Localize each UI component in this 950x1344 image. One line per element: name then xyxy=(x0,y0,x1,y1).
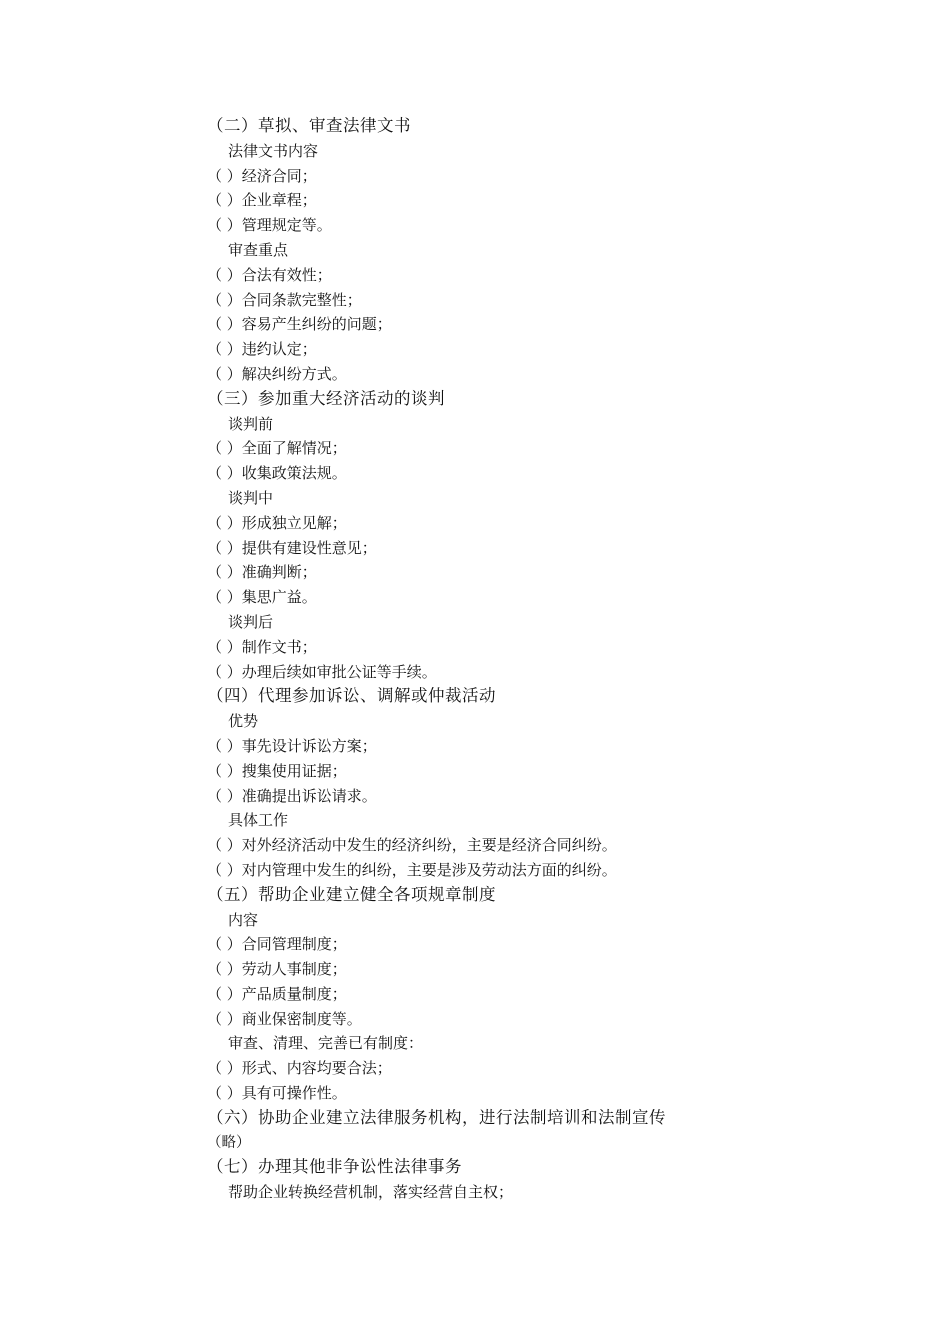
subheading: 谈判前 xyxy=(228,414,274,433)
subheading: 谈判后 xyxy=(228,612,274,631)
section-heading: （五）帮助企业建立健全各项规章制度 xyxy=(207,884,496,904)
list-item: （ ）搜集使用证据； xyxy=(207,761,347,780)
section-heading: （六）协助企业建立法律服务机构，进行法制培训和法制宣传 xyxy=(207,1107,666,1127)
list-item: （ ）劳动人事制度； xyxy=(207,960,347,979)
list-item: （ ）对外经济活动中发生的经济纠纷，主要是经济合同纠纷。 xyxy=(207,836,617,855)
document-body xyxy=(207,114,927,1205)
list-item: （ ）合同管理制度； xyxy=(207,935,347,954)
list-item: （ ）解决纠纷方式。 xyxy=(207,364,347,383)
section-heading: （四）代理参加诉讼、调解或仲裁活动 xyxy=(207,686,496,706)
list-item: （ ）容易产生纠纷的问题； xyxy=(207,315,392,334)
list-item: （ ）形成独立见解； xyxy=(207,513,347,532)
list-item: （ ）对内管理中发生的纠纷，主要是涉及劳动法方面的纠纷。 xyxy=(207,860,617,879)
list-item: （ ）办理后续如审批公证等手续。 xyxy=(207,662,437,681)
subheading: 帮助企业转换经营机制，落实经营自主权； xyxy=(228,1183,514,1202)
section-heading: （三）参加重大经济活动的谈判 xyxy=(207,388,445,408)
list-item: （ ）企业章程； xyxy=(207,191,317,210)
list-item: （ ）具有可操作性。 xyxy=(207,1084,347,1103)
subheading: 审查重点 xyxy=(228,240,289,259)
section-heading: （七）办理其他非争讼性法律事务 xyxy=(207,1157,462,1177)
list-item: （ ）准确提出诉讼请求。 xyxy=(207,786,377,805)
list-item: （ ）合同条款完整性； xyxy=(207,290,362,309)
list-item: （ ）提供有建设性意见； xyxy=(207,538,377,557)
list-item: （ ）合法有效性； xyxy=(207,265,332,284)
list-item: （ ）准确判断； xyxy=(207,563,317,582)
list-item: （ ）商业保密制度等。 xyxy=(207,1009,362,1028)
list-item: （ ）违约认定； xyxy=(207,340,317,359)
note-text: （略） xyxy=(207,1134,251,1151)
list-item: （ ）形式、内容均要合法； xyxy=(207,1059,392,1078)
subheading: 法律文书内容 xyxy=(228,141,319,160)
list-item: （ ）集思广益。 xyxy=(207,588,317,607)
list-item: （ ）事先设计诉讼方案； xyxy=(207,736,377,755)
subheading: 具体工作 xyxy=(228,811,289,830)
subheading: 内容 xyxy=(228,910,259,929)
list-item: （ ）产品质量制度； xyxy=(207,984,347,1003)
subheading: 审查、清理、完善已有制度： xyxy=(228,1034,424,1053)
subheading: 谈判中 xyxy=(228,488,274,507)
list-item: （ ）管理规定等。 xyxy=(207,216,332,235)
list-item: （ ）制作文书； xyxy=(207,637,317,656)
subheading: 优势 xyxy=(228,712,259,731)
list-item: （ ）收集政策法规。 xyxy=(207,464,347,483)
list-item: （ ）经济合同； xyxy=(207,166,317,185)
section-heading: （二）草拟、审查法律文书 xyxy=(207,116,411,135)
list-item: （ ）全面了解情况； xyxy=(207,439,347,458)
